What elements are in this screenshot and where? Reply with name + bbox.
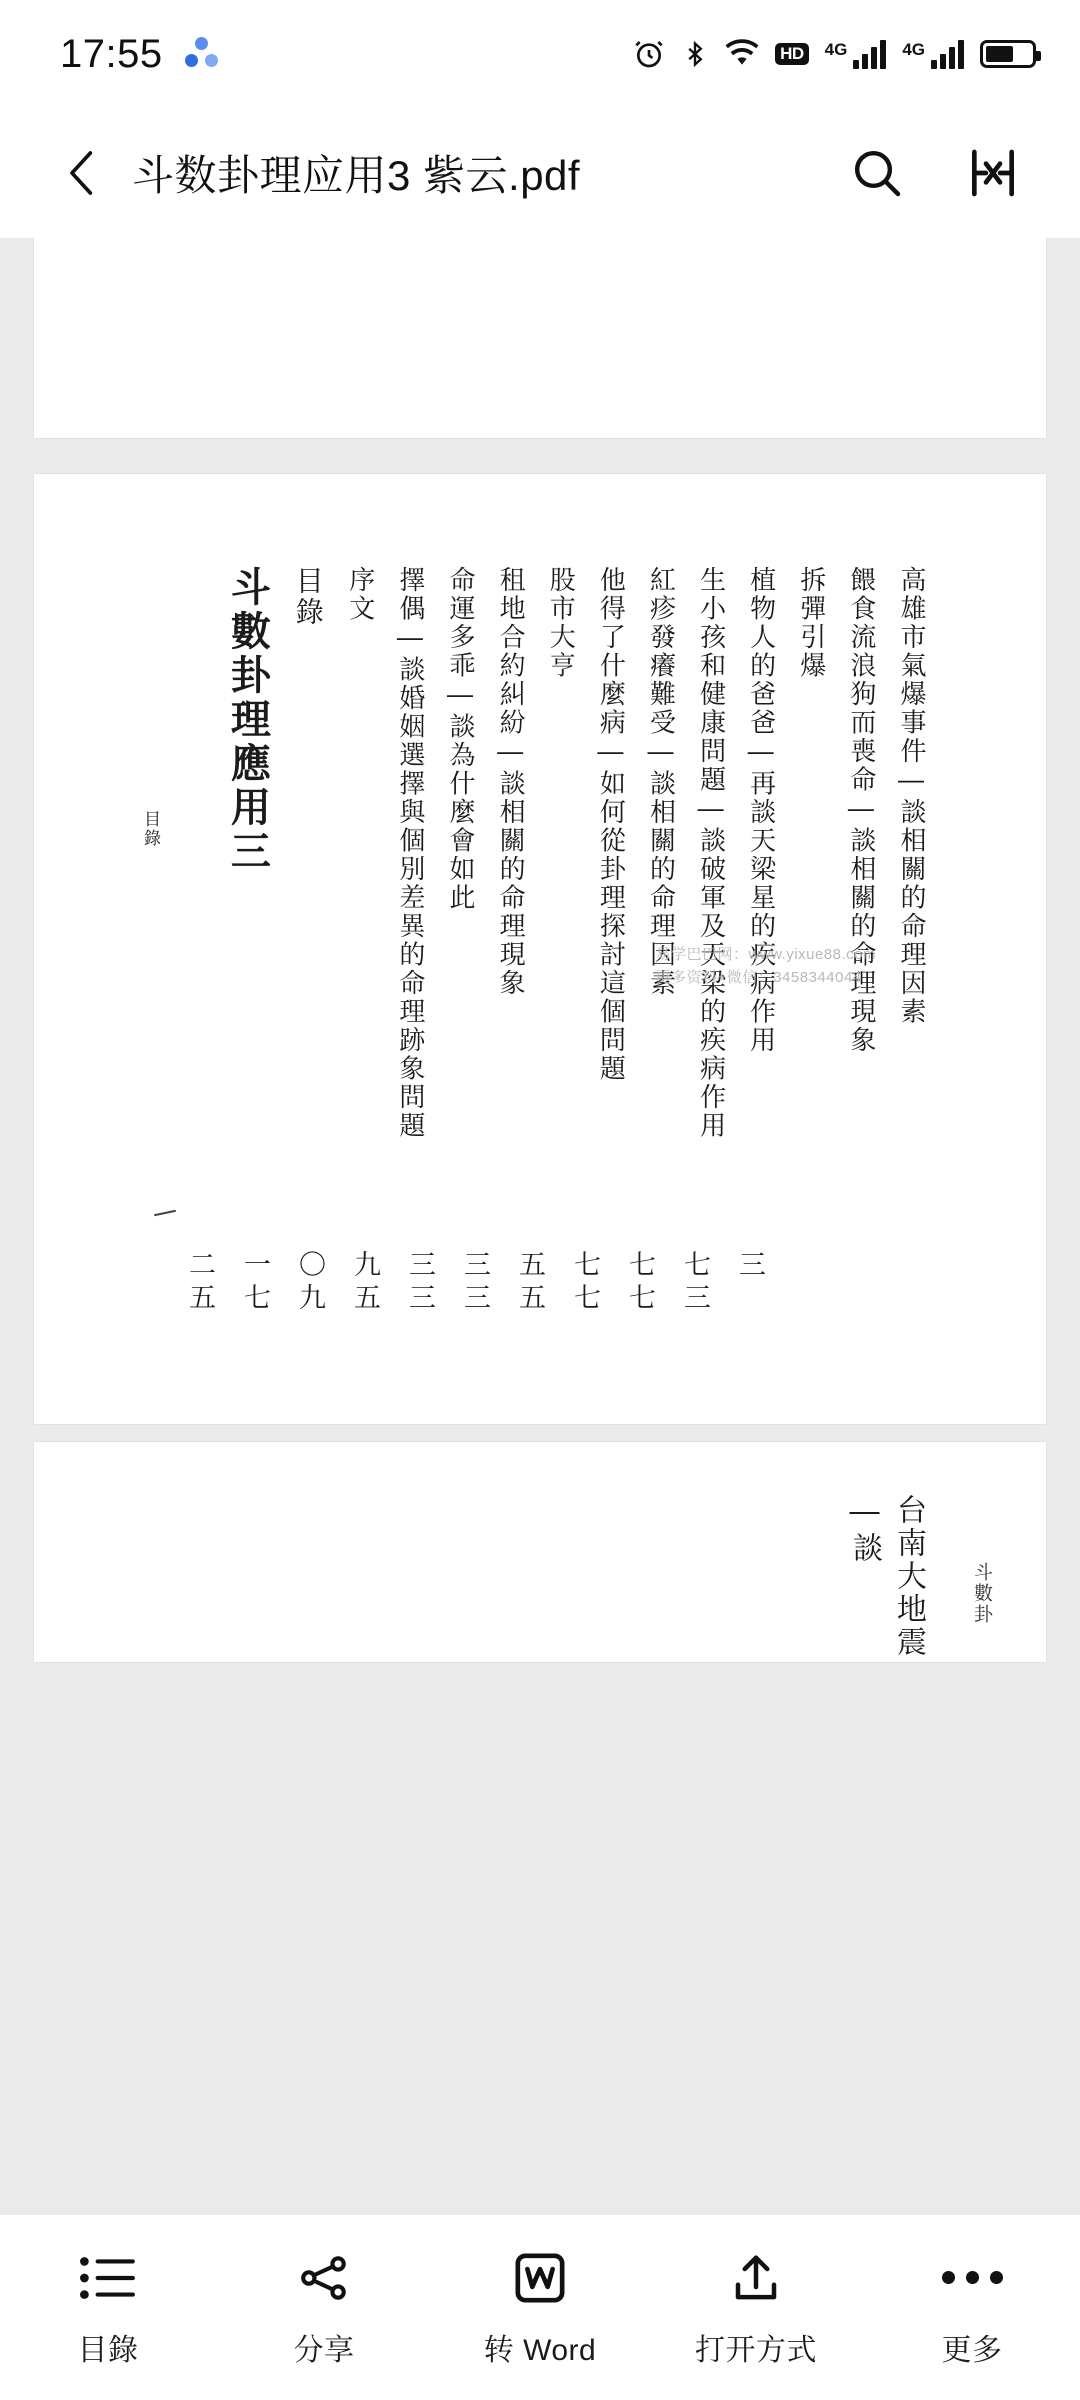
open-with-icon [729,2247,783,2309]
toc-entry-3: 命運多乖―談為什麼會如此 [445,566,476,912]
page-number-1: 七三 [679,1250,710,1316]
bottom-toolbar [0,2214,1080,2400]
toc-entry-7: 紅疹發癢難受―談相關的命理因素 [645,566,676,998]
toc-entry-6: 他得了什麼病―如何從卦理探討這個問題 [595,566,626,1083]
toc-entry-4: 租地合約糾紛―談相關的命理現象 [495,566,526,998]
page-side-label: 目錄 [140,810,160,848]
watermark-line-1: 易学巴巴网：www.yixue88.com [655,946,876,963]
page-number-4: 五五 [514,1250,545,1316]
page-number-10: 二五 [184,1250,215,1316]
page-number-2: 七七 [624,1250,655,1316]
pdf-page-previous [34,238,1046,438]
page-number-6: 三三 [404,1250,435,1316]
toolbar-item-convert-word[interactable] [432,2247,648,2369]
status-icons [633,38,1036,70]
signal-1-icon [825,39,887,69]
watermark-line-2: 更多资料+微信：3458344044 [655,968,862,986]
toc-entry-8: 生小孩和健康問題―談破軍及天梁的疾病作用 [695,566,726,1140]
sim2-label: 4G [902,40,925,59]
toolbar-item-more[interactable] [864,2247,1080,2369]
more-dots-icon [942,2247,1003,2309]
wifi-icon [725,39,759,69]
watermark [655,944,876,989]
toolbar-item-open-with[interactable] [648,2247,864,2369]
toolbar-label-toc: 目錄 [77,2333,139,2367]
page-title: 斗数卦理应用3 紫云.pdf [132,152,581,199]
page-gap-2 [0,1424,1080,1442]
toolbar-label-share: 分享 [293,2333,355,2367]
toc-entry-11: 餵食流浪狗而喪命―談相關的命理現象 [845,566,876,1055]
status-bar [0,0,1080,108]
back-chevron-icon[interactable] [50,141,114,205]
toolbar-label-more: 更多 [941,2333,1003,2367]
page-number-7: 九五 [349,1250,380,1316]
battery-icon [980,40,1036,68]
brand-dots-icon [185,37,219,71]
page-gap [0,456,1080,474]
page-number-9: 一七 [239,1250,270,1316]
app-bar-actions [846,142,1024,204]
toc-page-numbers [174,1250,775,1316]
page-number-5: 三三 [459,1250,490,1316]
toc-entry-12: 高雄市氣爆事件―談相關的命理因素 [896,566,926,1026]
share-icon [297,2247,351,2309]
fit-width-icon[interactable] [962,142,1024,204]
sim1-label: 4G [824,40,848,59]
pdf-page-next [34,1442,1046,1662]
toolbar-item-share[interactable] [216,2247,432,2369]
hd-badge: HD [775,43,809,65]
toc-entry-10: 拆彈引爆 [795,566,826,680]
page-number-0: 三 [734,1250,765,1283]
page-number-8: 〇九 [294,1250,325,1316]
page-tick-mark [154,1210,176,1217]
signal-bars-2 [931,39,964,69]
bluetooth-icon [681,38,709,70]
list-icon [79,2247,137,2309]
next-page-side-label: 斗數卦 [971,1562,993,1625]
toc-columns [201,566,936,1186]
signal-bars-1 [853,39,886,69]
next-page-text: 台南大地震―談 [847,1494,926,1659]
signal-2-icon [902,39,964,69]
status-time: 17:55 [60,31,163,76]
toolbar-item-toc[interactable] [0,2247,216,2369]
app-bar [0,108,1080,238]
alarm-icon [633,38,665,70]
doc-title: 斗數卦理應用三 [224,566,272,874]
toolbar-label-open-with: 打开方式 [695,2333,817,2367]
toc-entry-1: 序文 [344,566,375,623]
search-icon[interactable] [846,142,908,204]
toc-entry-5: 股市大亨 [545,566,576,680]
pdf-page-content [34,474,1046,1424]
page-number-3: 七七 [569,1250,600,1316]
toc-entry-2: 擇偶―談婚姻選擇與個別差異的命理跡象問題 [394,566,425,1140]
toolbar-label-convert-word: 转 Word [483,2333,597,2367]
pdf-page-current [34,474,1046,1424]
pdf-viewer[interactable] [0,238,1080,2214]
toc-entry-9: 植物人的爸爸―再談天梁星的疾病作用 [745,566,776,1055]
toc-entry-0: 目錄 [291,566,325,628]
word-icon [512,2247,568,2309]
